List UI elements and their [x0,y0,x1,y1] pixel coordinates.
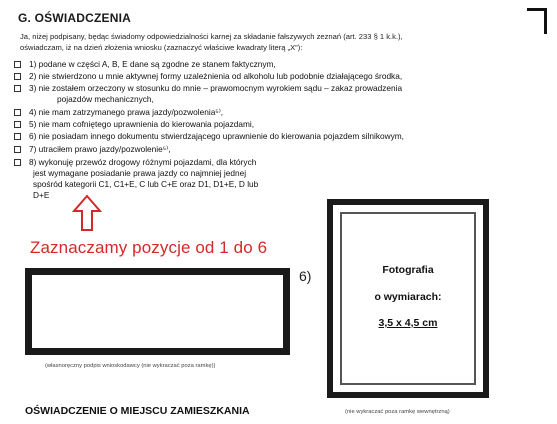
declaration-text-3: 3) nie zostałem orzeczony w stosunku do mnie – prawomocnym wyrokiem sądu – zakaz prowadzenia [29,83,403,93]
photo-dimensions: 3,5 x 4,5 cm [378,317,438,329]
declaration-item-2[interactable] [14,71,402,81]
page-corner-mark [527,8,547,34]
declaration-item-3[interactable] [14,83,402,93]
declaration-text-8-cont-3: D+E [33,190,50,200]
intro-line-2: oświadczam, iż na dzień złożenia wniosku (zaznaczyć właściwe kwadraty literą „X”): [20,42,303,52]
declaration-text-4: 4) nie mam zatrzymanego prawa jazdy/pozwolenia⁵⁾, [29,107,224,117]
declaration-text-6: 6) nie posiadam innego dokumentu stwierdzającego uprawnienie do kierowania pojazdem silnikowym, [29,131,404,141]
checkbox-8[interactable] [14,159,21,166]
declaration-text-7: 7) utraciłem prawo jazdy/pozwolenie⁵⁾, [29,144,171,154]
declaration-item-1[interactable] [14,59,276,69]
checkbox-5[interactable] [14,121,21,128]
intro-line-1: Ja, niżej podpisany, będąc świadomy odpowiedzialności karnej za składanie fałszywych zeznań (art. 233 § 1 k.k.), [20,32,403,41]
declaration-item-7[interactable] [14,144,171,154]
checkbox-1[interactable] [14,61,21,68]
declaration-item-6[interactable] [14,131,404,141]
footer-section-title: OŚWIADCZENIE O MIEJSCU ZAMIESZKANIA [25,405,250,417]
photo-caption: (nie wykraczać poza ramkę wewnętrzną) [345,409,450,415]
signature-number: 6) [299,268,312,284]
declaration-text-8-cont-1: jest wymagane posiadanie prawa jazdy co najmniej jednej [33,168,247,178]
signature-caption: (własnoręczny podpis wnioskodawcy (nie wykraczać poza ramkę)) [45,363,216,369]
declaration-text-5: 5) nie mam cofniętego uprawnienia do kierowania pojazdami, [29,119,255,129]
photo-label-1: Fotografia [382,264,434,276]
declaration-item-8[interactable] [14,157,256,167]
annotation-text: Zaznaczamy pozycje od 1 do 6 [30,238,268,257]
signature-box[interactable] [25,268,290,355]
checkbox-4[interactable] [14,109,21,116]
intro-text [20,32,520,53]
declaration-text-2: 2) nie stwierdzono u mnie aktywnej formy uzależnienia od alkoholu lub podobnie działającego środka, [29,71,403,81]
section-title: G. OŚWIADCZENIA [18,11,131,25]
checkbox-3[interactable] [14,85,21,92]
checkbox-7[interactable] [14,146,21,153]
up-arrow-icon [71,194,103,232]
checkbox-2[interactable] [14,73,21,80]
declaration-text-1: 1) podane w części A, B, E dane są zgodne ze stanem faktycznym, [29,59,276,69]
declaration-item-4[interactable] [14,107,223,117]
declaration-item-5[interactable] [14,119,254,129]
declaration-text-8-cont-2: spośród kategorii C1, C1+E, C lub C+E oraz D1, D1+E, D lub [33,179,259,189]
photo-label-2: o wymiarach: [374,291,442,303]
declaration-text-3-cont: pojazdów mechanicznych, [57,94,154,104]
checkbox-6[interactable] [14,133,21,140]
declaration-text-8: 8) wykonuję przewóz drogowy różnymi pojazdami, dla których [29,157,257,167]
